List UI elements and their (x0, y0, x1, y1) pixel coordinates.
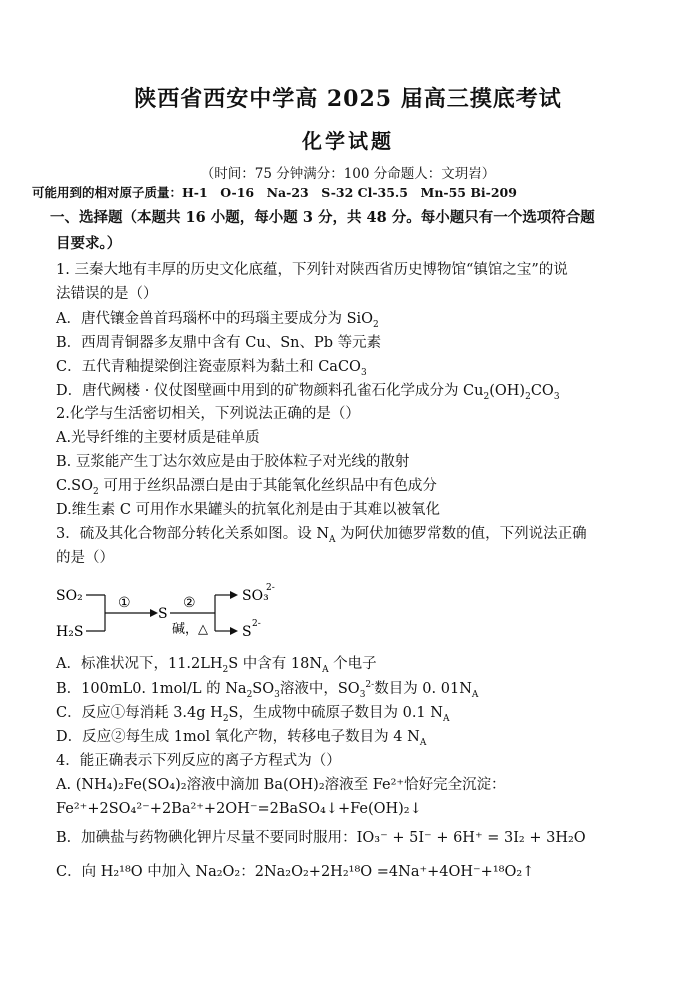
q4-option-c: C．向 H₂¹⁸O 中加入 Na₂O₂：2Na₂O₂+2H₂¹⁸O =4Na⁺+4OH⁻+¹⁸O₂↑ (56, 864, 535, 880)
q4-option-a-line1: A. (NH₄)₂Fe(SO₄)₂溶液中滴加 Ba(OH)₂溶液至 Fe²⁺恰好完全沉淀： (56, 777, 506, 793)
q3-option-c: C．反应①每消耗 3.4g $H_2S$，生成物中硫原子数目为 0.1 $N_A$ (56, 705, 450, 724)
q2-stem: 2.化学与生活密切相关，下列说法正确的是（） (56, 406, 360, 422)
q3-stem-line1: 3．硫及其化合物部分转化关系如图。设 $N_A$ 为阿伏加德罗常数的值，下列说法正确 (56, 526, 587, 545)
exam-subtitle: 化学试题 (302, 129, 394, 153)
diagram-s2: S (242, 624, 252, 640)
q2-option-c: $C.SO_2$ 可用于丝织品漂白是由于其能氧化丝织品中有色成分 (56, 478, 437, 497)
q3-option-d: D．反应②每生成 1mol 氧化产物，转移电子数目为 4 $N_A$ (56, 729, 427, 748)
q2-option-d: D.维生素 C 可用作水果罐头的抗氧化剂是由于其难以被氧化 (56, 502, 441, 518)
diagram-step1: ① (118, 595, 131, 611)
diagram-arrow-top-head (230, 591, 238, 599)
q4-stem: 4．能正确表示下列反应的离子方程式为（） (56, 753, 341, 769)
diagram-s2-charge: 2- (252, 619, 261, 629)
q4-option-a-line2: Fe²⁺+2SO₄²⁻+2Ba²⁺+2OH⁻=2BaSO₄↓+Fe(OH)₂↓ (56, 801, 422, 817)
sulfur-transformation-diagram (50, 578, 310, 648)
atomic-masses: 可能用到的相对原子质量：H-1 O-16 Na-23 S-32 Cl-35.5 Mn-55 Bi-209 (32, 185, 517, 200)
diagram-h2s: H₂S (56, 624, 84, 640)
exam-title: 陕西省西安中学高 2025 届高三摸底考试 (134, 86, 562, 112)
diagram-so3-charge: 2- (266, 583, 275, 593)
diagram-arrow-bottom-head (230, 627, 238, 635)
q1-option-b: B．西周青铜器多友鼎中含有 Cu、Sn、Pb 等元素 (56, 335, 382, 351)
q1-option-a: A．唐代镶金兽首玛瑙杯中的玛瑙主要成分为 SiO$_2$ (56, 311, 379, 330)
q3-option-a: A．标准状况下，$11.2LH_2S$ 中含有 $18N_A$ 个电子 (56, 656, 377, 675)
diagram-so2: SO₂ (56, 588, 83, 604)
q1-stem-line1: 1. 三秦大地有丰厚的历史文化底蕴，下列针对陕西省历史博物馆“镇馆之宝”的说 (56, 262, 568, 278)
section1-header-line1: 一、选择题（本题共 16 小题，每小题 3 分，共 48 分。每小题只有一个选项符合题 (50, 209, 595, 226)
diagram-s: S (158, 606, 168, 622)
exam-info: （时间：75 分钟满分：100 分命题人：文玥岧） (200, 166, 496, 182)
q1-stem-line2: 法错误的是（） (56, 286, 158, 302)
q1-option-d: D．唐代阙楼 · 仪仗图壁画中用到的矿物颜料孔雀石化学成分为 $Cu_2(OH)_2CO_3$ (56, 383, 560, 402)
q2-option-a: A.光导纤维的主要材质是硅单质 (56, 430, 260, 446)
q4-option-b: B．加碘盐与药物碘化钾片尽量不要同时服用：IO₃⁻ + 5I⁻ + 6H⁺ = 3I₂ + 3H₂O (56, 830, 586, 846)
section1-header-line2: 目要求。） (56, 235, 122, 252)
diagram-arrow1-head (150, 609, 158, 617)
q2-option-b: B. 豆浆能产生丁达尔效应是由于胶体粒子对光线的散射 (56, 454, 410, 470)
diagram-step2: ② (183, 595, 196, 611)
q3-stem-line2: 的是（） (56, 550, 114, 566)
q3-option-b: B．100mL0. 1mol/L 的 $Na_2SO_3$溶液中，$SO_3^{2-}$数目为 0. $01N_A$ (56, 680, 479, 700)
diagram-so3: SO₃ (242, 588, 269, 604)
q1-option-c: C．五代青釉提梁倒注瓷壶原料为黏土和 CaCO$_3$ (56, 359, 367, 378)
diagram-condition: 碱，△ (172, 622, 208, 637)
